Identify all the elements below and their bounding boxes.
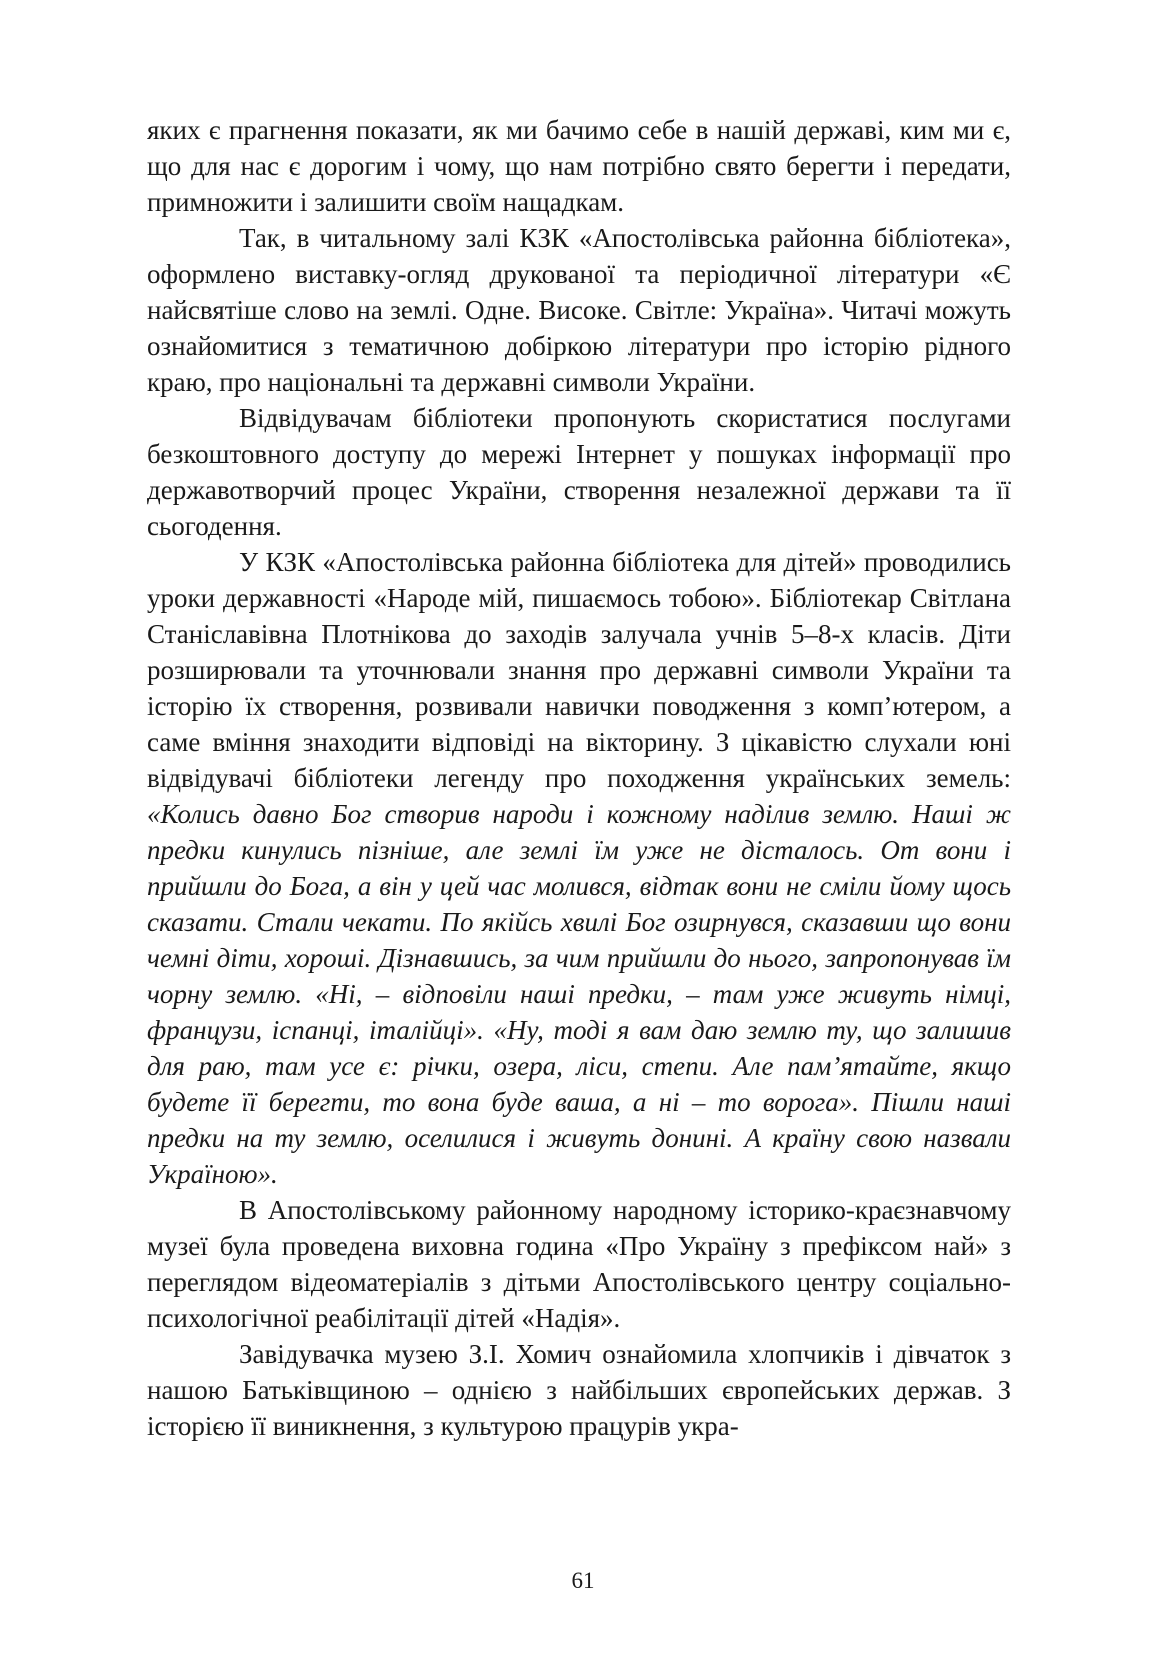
legend-quote: «Колись давно Бог створив народи і кожному наділив землю. Наші ж предки кинулись пізніше, але землі їм уже не дісталось. От вони і прийшли до Бога, а він у цей час молився, відтак вони не сміли йому щось сказати. Стали чекати. По якійсь хвилі Бог озирнувся, сказавши що вони чемні діти, хороші. Дізнавшись, за чим прийшли до нього, запропонував їм чорну землю. «Ні, – відповіли наші предки, – там уже живуть німці, французи, іспанці, італійці». «Ну, тоді я вам даю землю ту, що залишив для раю, там усе є: річки, озера, ліси, степи. Але пам’ятайте, якщо будете її берегти, то вона буде ваша, а ні – то ворога». Пішли наші предки на ту землю, оселилися і живуть донині. А країну свою назвали Україною». xyxy=(147,799,1011,1189)
paragraph-museum-director: Завідувачка музею З.І. Хомич ознайомила хлопчиків і дівчаток з нашою Батьківщиною – однією з найбільших європейських держав. З історією її виникнення, з культурою працурів укра- xyxy=(147,1339,1011,1441)
body-text xyxy=(147,112,1011,1444)
paragraph-museum-event: В Апостолівському районному народному історико-краєзнавчому музеї була проведена виховна година «Про Україну з префіксом най» з переглядом відеоматеріалів з дітьми Апостолівського центру соціально-психологічної реабілітації дітей «Надія». xyxy=(147,1195,1011,1333)
paragraph-children-library xyxy=(147,544,1011,1192)
paragraph-continuation: яких є прагнення показати, як ми бачимо себе в нашій державі, ким ми є, що для нас є дорогим і чому, що нам потрібно свято берегти і передати, примножити і залишити своїм нащадкам. xyxy=(147,115,1011,217)
paragraph-children-library-text: У КЗК «Апостолівська районна бібліотека для дітей» проводились уроки державності «Народе мій, пишаємось тобою». Бібліотекар Світлана Станіславівна Плотнікова до заходів залучала учнів 5–8-х класів. Діти розширювали та уточнювали знання про державні символи України та історію їх створення, розвивали навички поводження з комп’ютером, а саме вміння знаходити відповіді на вікторину. З цікавістю слухали юні відвідувачі бібліотеки легенду про походження українських земель: xyxy=(147,547,1011,793)
paragraph-internet-access: Відвідувачам бібліотеки пропонують скористатися послугами безкоштовного доступу до мережі Інтернет у пошуках інформації про державотворчий процес України, створення незалежної держави та її сьогодення. xyxy=(147,403,1011,541)
page-number: 61 xyxy=(571,1568,595,1593)
paragraph-reading-hall: Так, в читальному залі КЗК «Апостолівська районна бібліотека», оформлено виставку-огляд друкованої та періодичної літератури «Є найсвятіше слово на землі. Одне. Високе. Світле: Україна». Читачі можуть ознайомитися з тематичною добіркою літератури про історію рідного краю, про національні та державні символи України. xyxy=(147,223,1011,397)
